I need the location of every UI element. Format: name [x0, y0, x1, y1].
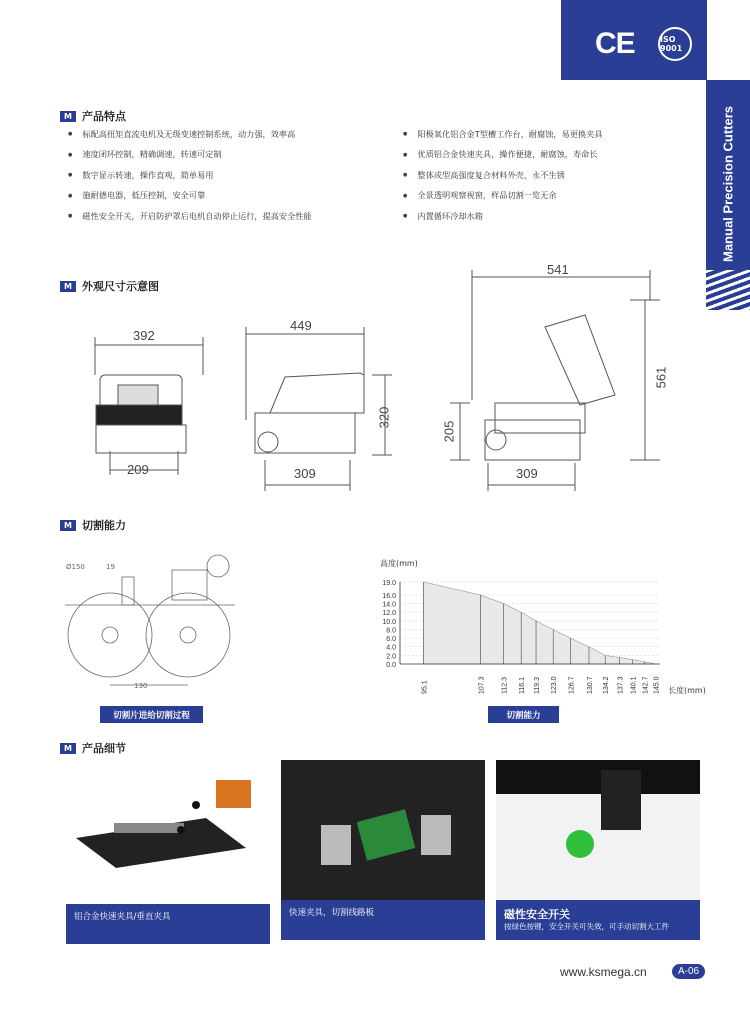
ce-mark: CE — [595, 27, 635, 60]
x-tick-label: 112.3 — [501, 677, 509, 694]
open-view-drawing — [450, 270, 660, 491]
y-tick-label: 14.0 — [382, 601, 396, 609]
front-base-label: 209 — [127, 462, 149, 477]
x-tick-label: 134.2 — [603, 676, 611, 694]
x-tick-label: 137.3 — [617, 676, 625, 694]
side-width-label: 449 — [290, 318, 312, 333]
feature-item: ● 整体成型高强度复合材料外壳，永不生锈 — [403, 165, 703, 186]
y-tick-label: 12.0 — [382, 610, 396, 618]
features-right — [403, 124, 703, 227]
machine-top — [496, 760, 700, 794]
detail-caption-2: 快速夹具，切割线路板 — [281, 900, 485, 940]
x-tick-label: 107.3 — [478, 676, 486, 694]
footer-url: www.ksmega.cn — [560, 965, 647, 979]
clamp-image — [66, 760, 270, 900]
detail-caption-3-title: 磁性安全开关 — [504, 908, 570, 921]
front-width-label: 392 — [133, 328, 155, 343]
quick-clamp-left — [321, 825, 351, 865]
x-tick-label: 145.0 — [653, 676, 661, 694]
open-lower-label: 205 — [441, 420, 457, 443]
section-logo-icon: M — [60, 520, 76, 531]
open-height-label: 561 — [653, 366, 669, 389]
feature-item: ● 标配高扭矩直流电机及无级变速控制系统，动力强，效率高 — [68, 124, 388, 145]
process-caption: 切割片进给切割过程 — [100, 706, 203, 723]
y-tick-label: 16.0 — [382, 592, 396, 600]
details-title: 产品细节 — [82, 742, 126, 755]
feature-item: ● 磁性安全开关，开启防护罩后电机自动停止运行，提高安全性能 — [68, 206, 388, 227]
x-tick-label: 119.3 — [534, 677, 542, 694]
features-title: 产品特点 — [82, 110, 126, 123]
diagram-diameter: Ø150 — [66, 563, 85, 571]
circuit-board — [357, 809, 416, 861]
section-logo-icon: M — [60, 281, 76, 292]
side-title: Manual Precision Cutters — [720, 105, 736, 263]
magnetic-switch — [601, 770, 641, 830]
green-button-icon — [566, 830, 594, 858]
page-number: A-06 — [672, 964, 705, 979]
x-tick-label: 130.7 — [586, 676, 594, 694]
open-width-label: 541 — [547, 262, 569, 277]
circuit-board-image — [281, 760, 485, 900]
chart-ylabel: 高度(mm) — [380, 559, 418, 568]
dimension-drawings — [0, 255, 706, 495]
iso-badge: ISO 9001 — [658, 27, 692, 61]
y-tick-label: 6.0 — [386, 636, 396, 644]
capacity-chart — [370, 570, 670, 700]
side-view-drawing — [246, 327, 392, 491]
diagram-130: 130 — [134, 682, 148, 690]
x-tick-label: 142.7 — [642, 676, 650, 694]
section-logo-icon: M — [60, 743, 76, 754]
cutting-title: 切割能力 — [82, 519, 126, 532]
y-tick-label: 2.0 — [386, 653, 396, 661]
side-stripes — [706, 270, 750, 310]
front-view-drawing — [95, 337, 203, 475]
y-tick-label: 10.0 — [382, 618, 396, 626]
side-height-label: 320 — [376, 406, 392, 429]
feature-item: ● 内置循环冷却水箱 — [403, 206, 703, 227]
capacity-area — [424, 582, 656, 664]
detail-caption-3 — [496, 900, 700, 940]
safety-switch-image — [496, 760, 700, 900]
features-left — [68, 124, 388, 227]
feature-item: ● 数字显示转速，操作直观，简单易用 — [68, 165, 388, 186]
y-tick-label: 8.0 — [386, 627, 396, 635]
feature-item: ● 优质铝合金快速夹具，操作便捷，耐腐蚀，寿命长 — [403, 145, 703, 166]
y-tick-label: 4.0 — [386, 644, 396, 652]
x-tick-label: 140.1 — [630, 676, 638, 694]
cut-process-diagram — [60, 550, 240, 700]
detail-card-2 — [281, 760, 485, 940]
feature-item: ● 全景透明观察视窗，样品切割一览无余 — [403, 186, 703, 207]
details-heading — [60, 740, 126, 756]
x-tick-label: 116.1 — [519, 677, 527, 694]
diagram-19: 19 — [106, 563, 115, 571]
x-tick-label: 126.7 — [568, 676, 576, 694]
y-tick-label: 19.0 — [382, 580, 396, 587]
x-tick-label: 95.1 — [421, 680, 429, 694]
quick-clamp-right — [421, 815, 451, 855]
detail-caption-3-sub: 按绿色按键，安全开关可失效，可手动切割大工件 — [504, 922, 669, 931]
feature-item: ● 速度闭环控制，精确调速，转速可定制 — [68, 145, 388, 166]
chart-xlabel: 长度(mm) — [668, 686, 706, 695]
feature-item: ● 阳极氧化铝合金T型槽工作台，耐腐蚀，易更换夹具 — [403, 124, 703, 145]
dimensions-title: 外观尺寸示意图 — [82, 280, 159, 293]
y-tick-label: 0.0 — [386, 662, 396, 669]
detail-card-1 — [66, 760, 270, 940]
open-base-label: 309 — [516, 466, 538, 481]
detail-caption-1: 铝合金快速夹具/垂直夹具 — [66, 904, 270, 944]
section-logo-icon: M — [60, 111, 76, 122]
x-tick-label: 123.0 — [551, 676, 559, 694]
detail-card-3 — [496, 760, 700, 940]
side-base-label: 309 — [294, 466, 316, 481]
features-heading — [60, 108, 126, 124]
feature-item: ● 施耐德电器，低压控制，安全可靠 — [68, 186, 388, 207]
cutting-heading — [60, 517, 126, 533]
capacity-caption: 切割能力 — [488, 706, 559, 723]
